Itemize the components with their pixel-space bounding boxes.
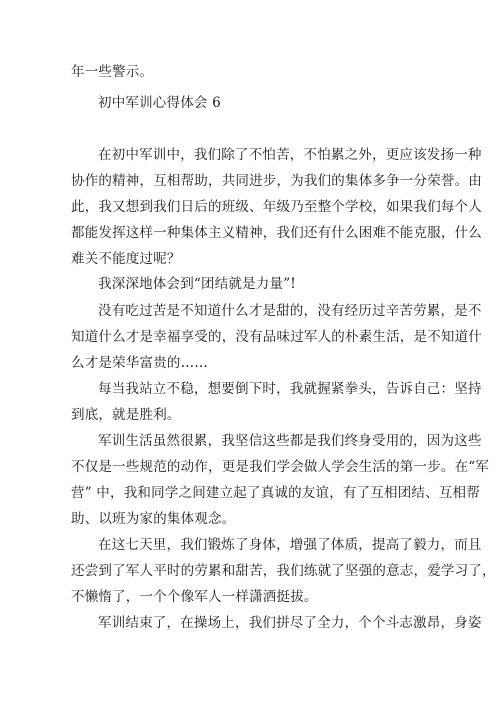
paragraph-line: 到底，就是胜利。 [71,407,181,423]
paragraph-line: 难关不能度过呢？ [71,251,181,267]
paragraph-line: 还尝到了军人平时的劳累和甜苦，我们练就了坚强的意志，爱学习了， [71,563,496,579]
paragraph-line: 每当我站立不稳，想要倒下时，我就握紧拳头，告诉自己：坚持 [98,381,482,397]
paragraph-line: 助、以班为家的集体观念。 [71,511,236,527]
paragraph-line: 军训结束了，在操场上，我们拼尽了全力，个个斗志激昂，身姿 [98,615,482,631]
section-heading: 初中军训心得体会 6 [98,95,221,111]
paragraph-line: 营” 中，我和同学之间建立起了真诚的友谊，有了互相团结、互相帮 [71,485,480,501]
paragraph-line: 都能发挥这样一种集体主义精神，我们还有什么困难不能克服，什么 [71,225,482,241]
paragraph-line: 我深深地体会到“团结就是力量”! [98,276,296,292]
paragraph-line: 此，我又想到我们日后的班级、年级乃至整个学校，如果我们每个人 [71,199,482,215]
paragraph-line: 军训生活虽然很累，我坚信这些都是我们终身受用的，因为这些 [98,433,482,449]
paragraph-line: 在初中军训中，我们除了不怕苦，不怕累之外，更应该发扬一种 [98,147,482,163]
paragraph-line: 没有吃过苦是不知道什么才是甜的，没有经历过辛苦劳累，是不 [98,303,482,319]
paragraph-line: 不仅是一些规范的动作，更是我们学会做人学会生活的第一步。在“军 [71,459,490,475]
paragraph-line: 知道什么才是幸福享受的，没有品味过军人的朴素生活，是不知道什 [71,329,482,345]
paragraph-line: 么才是荣华富贵的…… [71,355,208,371]
paragraph-line: 不懒惰了，一个个像军人一样潇洒挺拔。 [71,589,318,605]
paragraph-line: 在这七天里，我们锻炼了身体，增强了体质，提高了毅力，而且 [98,537,482,553]
paragraph-line: 协作的精神，互相帮助，共同进步，为我们的集体多争一分荣誉。由 [71,173,482,189]
carry-over-line: 年一些警示。 [71,64,154,80]
